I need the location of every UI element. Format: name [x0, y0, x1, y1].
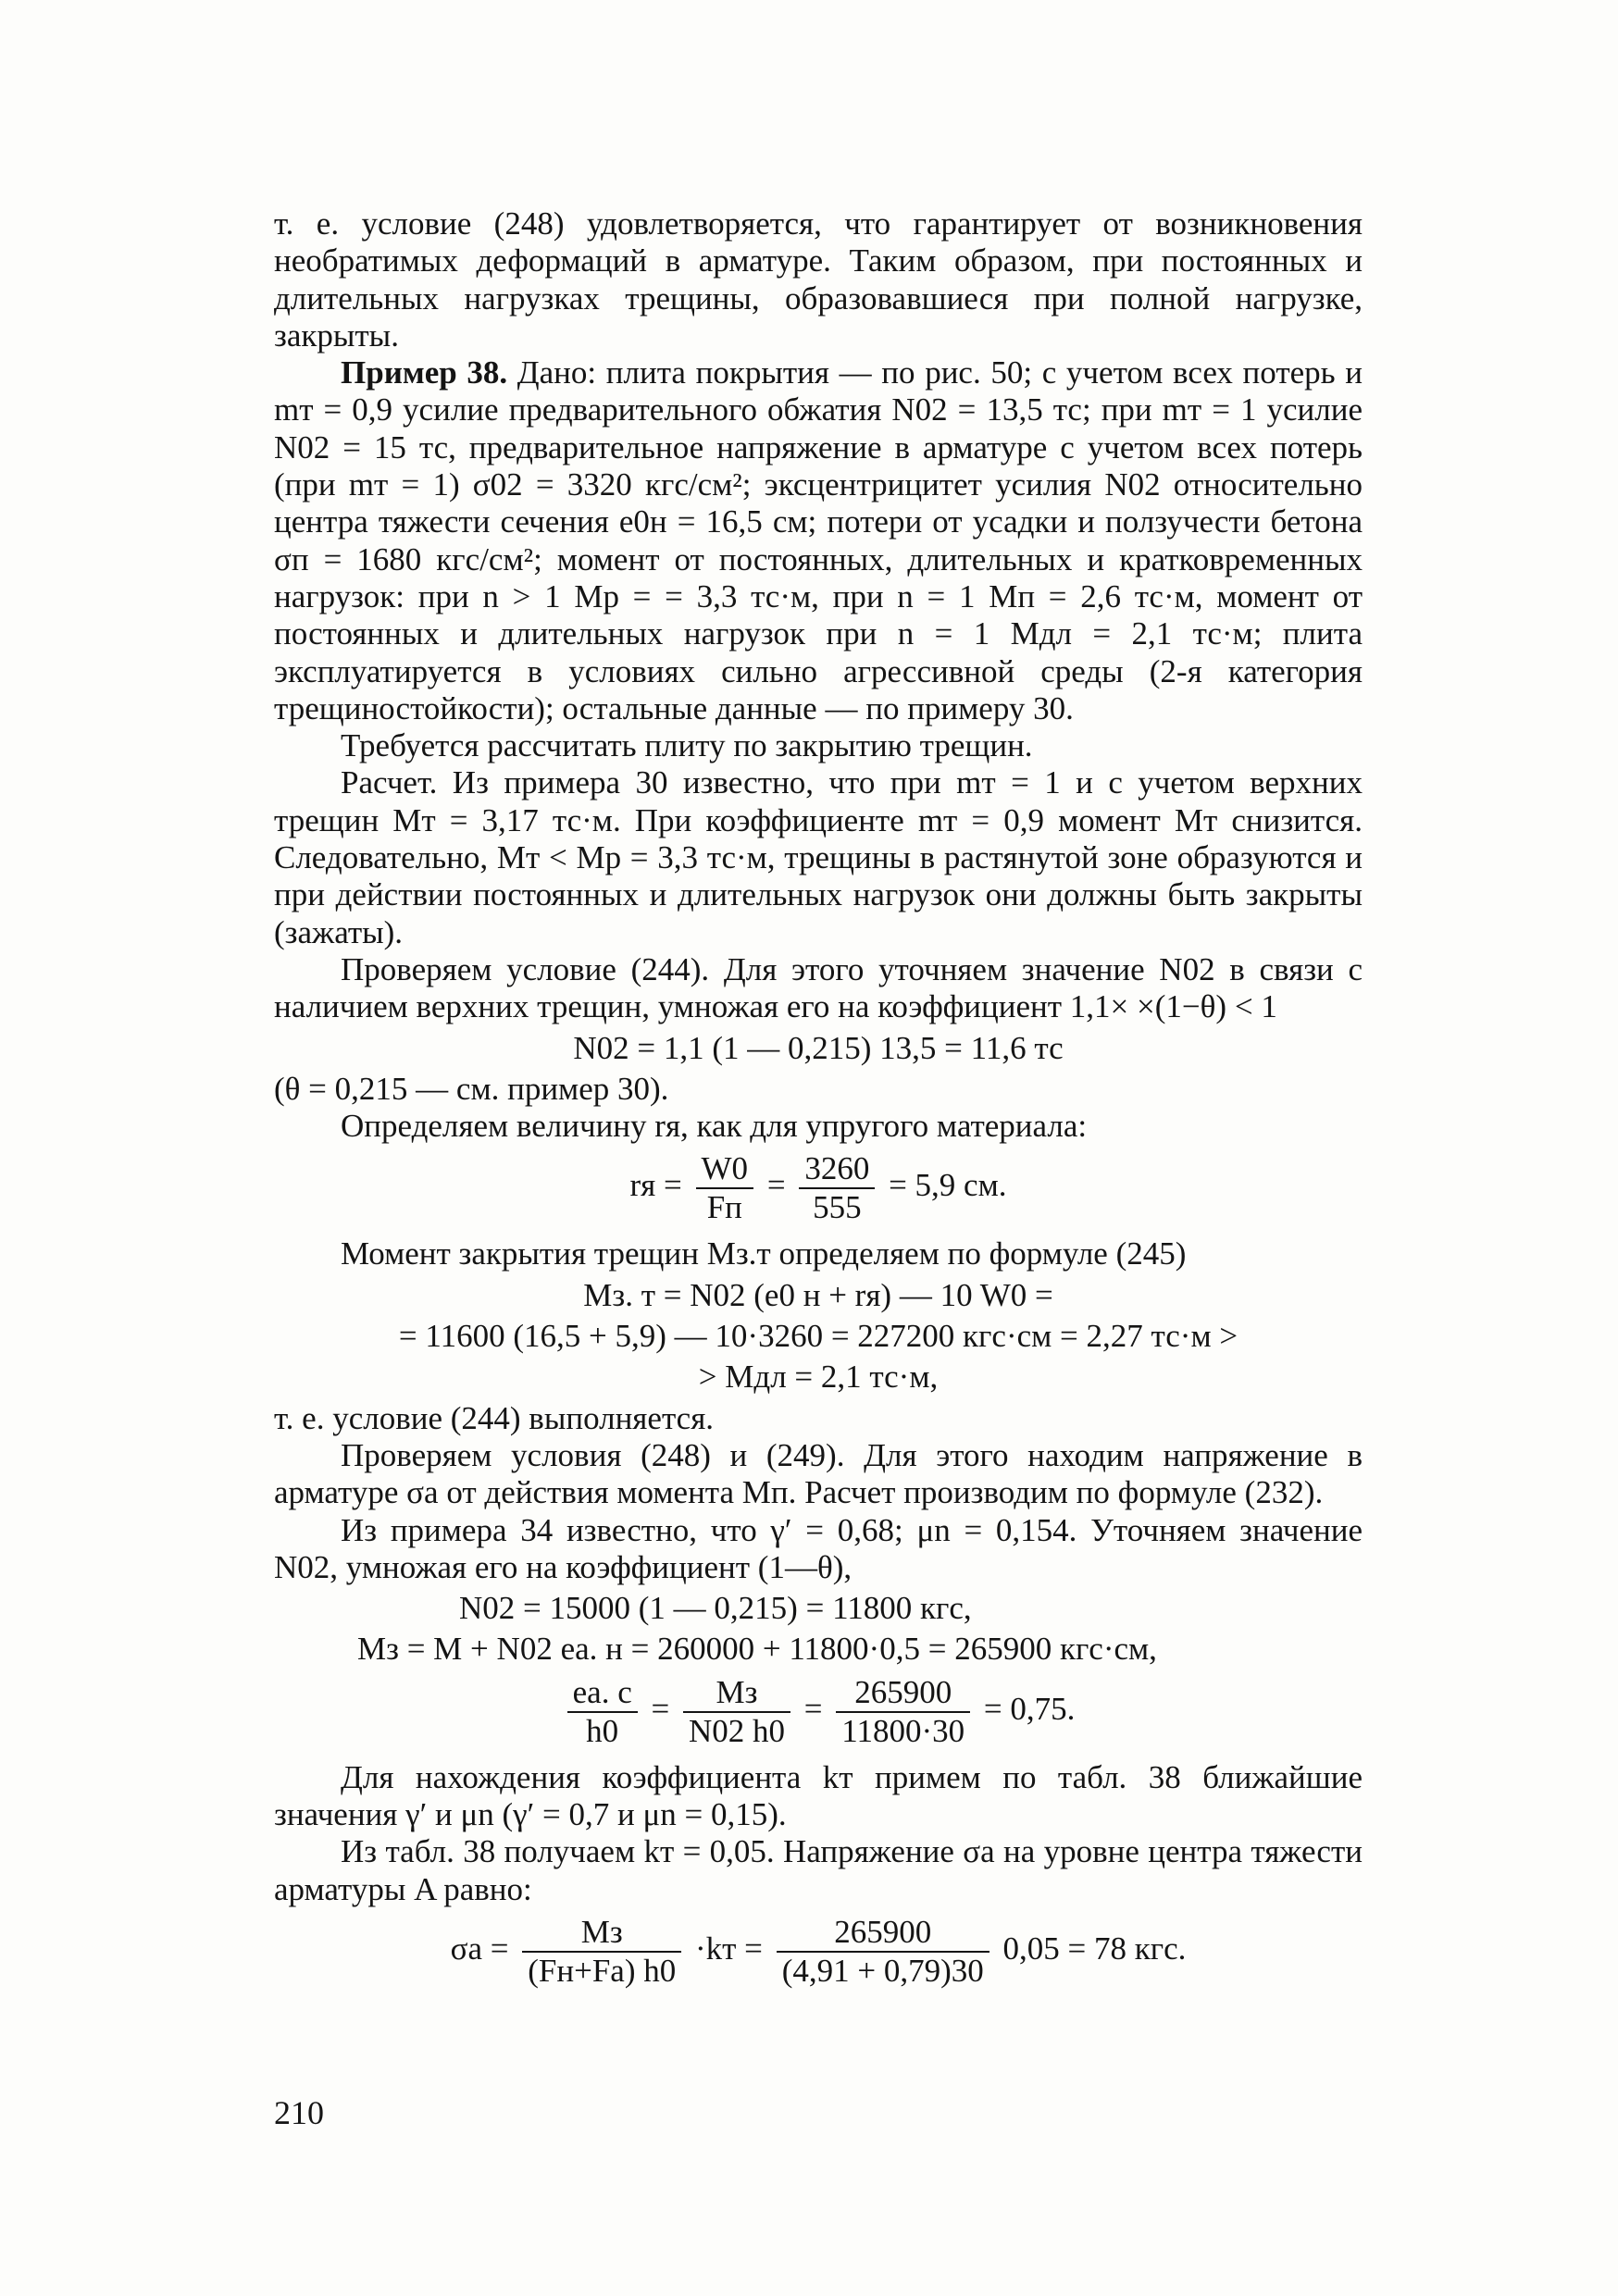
eq7-mid: ·kт =	[694, 1930, 763, 1967]
eq7-lhs: σа =	[450, 1930, 509, 1967]
eq6-rhs: = 0,75.	[983, 1690, 1076, 1727]
paragraph-table-38: Из табл. 38 получаем kт = 0,05. Напряжение σа на уровне центра тяжести арматуры A равно:	[274, 1833, 1363, 1907]
paragraph-1: т. е. условие (248) удовлетворяется, что гарантирует от возникновения необратимых деформаций в арматуре. Таким образом, при постоянных и длительных нагрузках трещины, образовавшиеся при полной нагрузке, закрыты.	[274, 205, 1363, 354]
eq6-numerator-3: 265900	[836, 1674, 970, 1713]
equation-core-radius: rя = $\frac{W0}{Fп}$ = $\frac{3260}{555}$ = 5,9 см.	[629, 1150, 1007, 1226]
equation-mz: Mз = M + N02 eа. н = 260000 + 11800·0,5 = 265900 кгс·см,	[357, 1631, 1157, 1668]
page-number: 210	[274, 2094, 324, 2131]
paragraph-check-248-249: Проверяем условия (248) и (249). Для этого находим напряжение в арматуре σа от действия момента Mп. Расчет производим по формуле (232).	[274, 1436, 1363, 1511]
eq2-rhs: = 5,9 см.	[889, 1167, 1007, 1204]
eq7-numerator-1: Mз	[522, 1914, 681, 1953]
eq2-denominator-2: 555	[813, 1189, 862, 1226]
eq6-fraction-3	[836, 1674, 970, 1750]
eq6-denominator-2: N02 h0	[688, 1712, 786, 1749]
eq2-denominator-1: Fп	[706, 1189, 742, 1226]
equation-closing-moment-a: Mз. т = N02 (e0 н + rя) — 10 W0 =	[583, 1276, 1053, 1313]
eq2-fraction-2	[799, 1150, 875, 1226]
paragraph-condition-met: т. е. условие (244) выполняется.	[274, 1399, 715, 1436]
eq6-fraction-1	[567, 1674, 638, 1750]
eq2-fraction-1	[696, 1150, 754, 1226]
eq2-numerator-2: 3260	[799, 1150, 875, 1189]
eq2-lhs: rя =	[629, 1167, 682, 1204]
eq7-fraction-2	[777, 1914, 989, 1990]
paragraph-closing-moment: Момент закрытия трещин Mз.т определяем по формуле (245)	[341, 1235, 1187, 1272]
eq7-rhs: 0,05 = 78 кгс.	[1002, 1930, 1187, 1967]
eq6-fraction-2	[683, 1674, 790, 1750]
paragraph-theta-note: (θ = 0,215 — см. пример 30).	[274, 1070, 669, 1107]
paragraph-requirement: Требуется рассчитать плиту по закрытию трещин.	[341, 727, 1033, 764]
equation-eccentricity-ratio: $\frac{eа. с}{h0}$ = $\frac{Mз}{N02 h0}$ = $\frac{265900}{11800\cdot 30}$ = 0,75.	[274, 1674, 1363, 1750]
equation-sigma-a	[274, 1914, 1363, 1990]
eq6-denominator-1: h0	[586, 1712, 619, 1749]
eq7-fraction-1	[522, 1914, 681, 1990]
eq2-numerator-1: W0	[696, 1150, 754, 1189]
eq7-numerator-2: 265900	[777, 1914, 989, 1953]
equation-n02-refined: N02 = 1,1 (1 — 0,215) 13,5 = 11,6 тс	[573, 1029, 1064, 1066]
paragraph-core-radius: Определяем величину rя, как для упругого материала:	[341, 1108, 1088, 1145]
eq7-denominator-1: (Fн+Fа) h0	[528, 1952, 677, 1989]
eq7-denominator-2: (4,91 + 0,79)30	[781, 1952, 984, 1989]
example-title: Пример 38.	[341, 354, 508, 391]
paragraph-check-244: Проверяем условие (244). Для этого уточняем значение N02 в связи с наличием верхних трещин, умножая его на коэффициент 1,1× ×(1−θ) < 1	[274, 950, 1363, 1025]
paragraph-kt-coefficient: Для нахождения коэффициента kт примем по табл. 38 ближайшие значения γ′ и μn (γ′ = 0,7 и μn = 0,15).	[274, 1758, 1363, 1832]
eq6-numerator-2: Mз	[683, 1674, 790, 1713]
equation-closing-moment-b: = 11600 (16,5 + 5,9) — 10·3260 = 227200 кгс·см = 2,27 тс·м >	[398, 1318, 1238, 1355]
text-column	[274, 205, 1363, 1995]
paragraph-calculation: Расчет. Из примера 30 известно, что при mт = 1 и с учетом верхних трещин Mт = 3,17 тс·м. При коэффициенте mт = 0,9 момент Mт снизится. Следовательно, Mт < Mр = 3,3 тс·м, трещины в растянутой зоне образуются и при действии постоянных и длительных нагрузок они должны быть закрыты (зажаты).	[274, 764, 1363, 950]
eq6-denominator-3: 11800·30	[841, 1712, 965, 1749]
paragraph-example-38	[274, 354, 1363, 727]
equation-n02-value: N02 = 15000 (1 — 0,215) = 11800 кгс,	[459, 1590, 972, 1627]
eq6-numerator-1: eа. с	[567, 1674, 638, 1713]
example-given-text: Дано: плита покрытия — по рис. 50; с учетом всех потерь и mт = 0,9 усилие предварительного обжатия N02 = 13,5 тс; при mт = 1 усилие N02 = 15 тс, предварительное напряжение в арматуре с учетом всех потерь (при mт = 1) σ02 = 3320 кгс/см²; эксцентрицитет усилия N02 относительно центра тяжести сечения e0н = 16,5 см; потери от усадки и ползучести бетона σп = 1680 кгс/см²; момент от постоянных, длительных и кратковременных нагрузок: при n > 1 Mр = = 3,3 тс·м, при n = 1 Mп = 2,6 тс·м, момент от постоянных и длительных нагрузок при n = 1 Mдл = 2,1 тс·м; плита эксплуатируется в условиях сильно агрессивной среды (2-я категория трещиностойкости); остальные данные — по примеру 30.	[274, 354, 1363, 726]
paragraph-example-34: Из примера 34 известно, что γ′ = 0,68; μn = 0,154. Уточняем значение N02, умножая его на коэффициент (1—θ),	[274, 1511, 1363, 1585]
equation-closing-moment-c: > Mдл = 2,1 тс·м,	[698, 1359, 939, 1396]
